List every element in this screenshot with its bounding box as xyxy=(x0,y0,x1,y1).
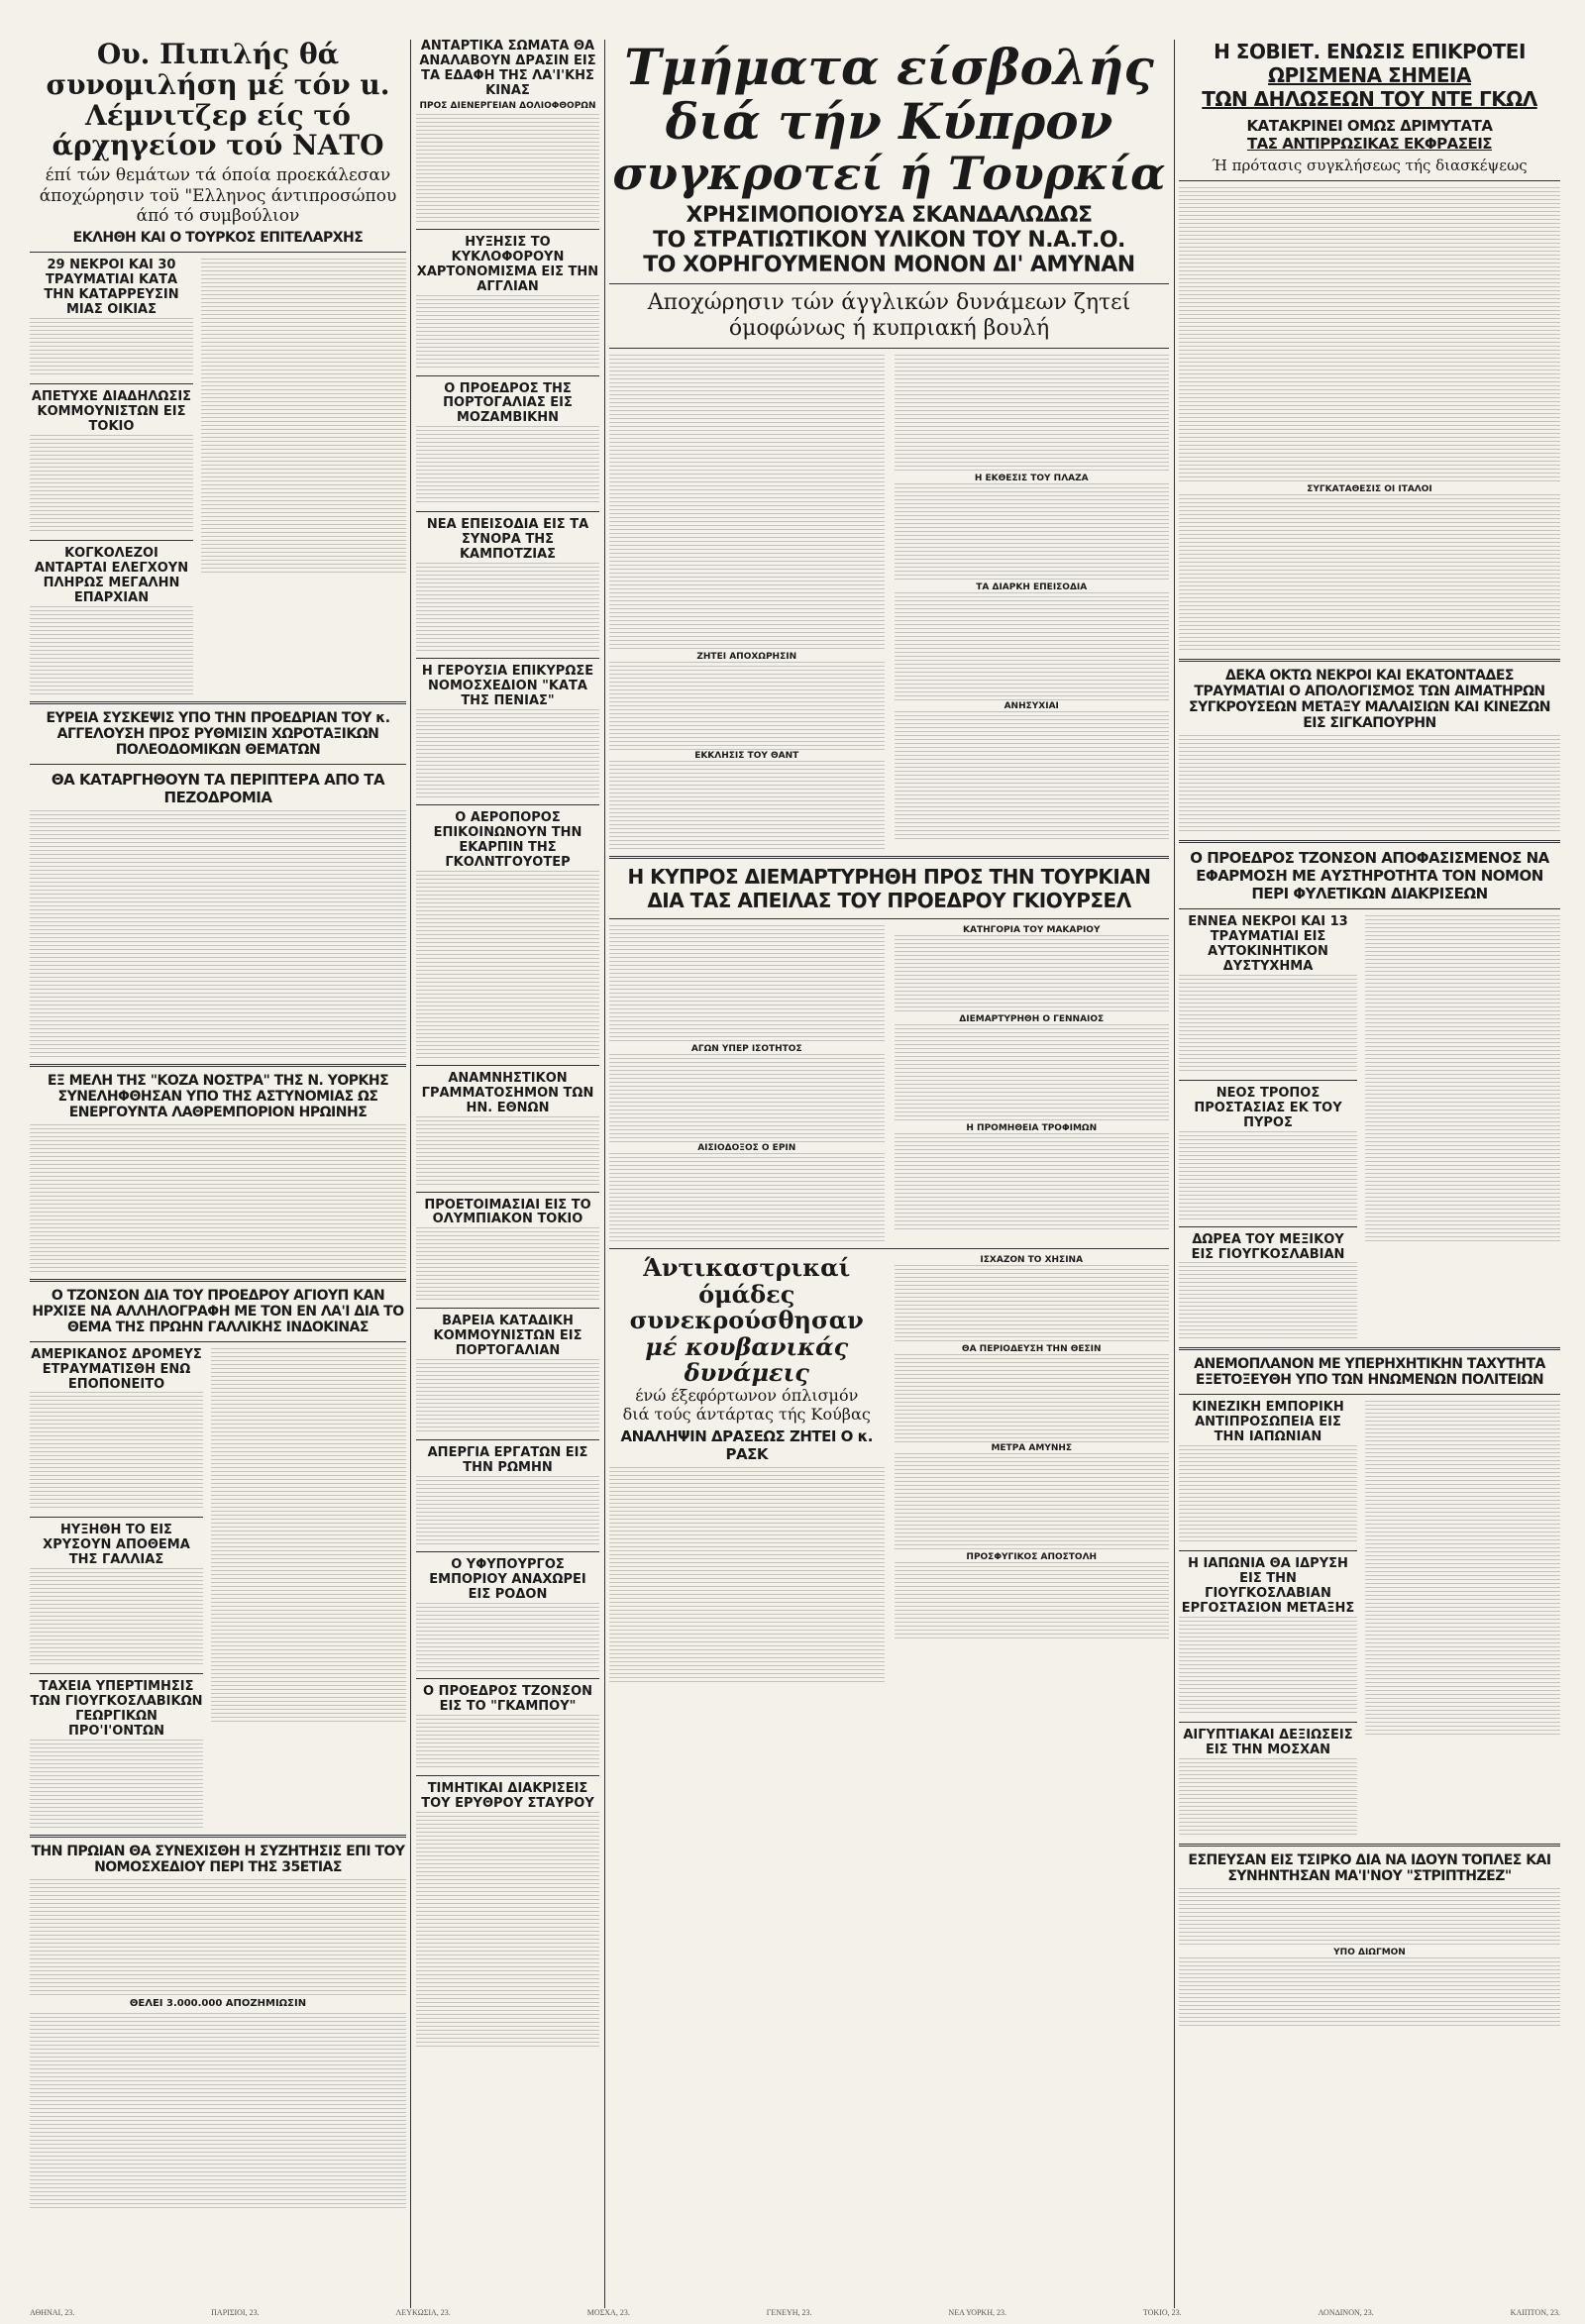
main-headline-line1: Τμήματα είσβολής xyxy=(624,40,1154,96)
headline-antikastr-3: μέ κουβανικάς δυνάμεις xyxy=(645,1331,849,1387)
headline-kosa-nostra: ΕΞ ΜΕΛΗ ΤΗΣ "ΚΟΖΑ ΝΟΣΤΡΑ" ΤΗΣ Ν. ΥΟΡΚΗΣ ΣΥΝΕΛΗΦΘΗΣΑΝ ΥΠΟ ΤΗΣ ΑΣΤΥΝΟΜΙΑΣ ΩΣ ΕΝΕΡΓΟΥΝΤΑ ΛΑΘΡΕΜΠΟΡΙΟΝ ΗΡΩΙΝΗΣ xyxy=(47,1072,389,1120)
headline-proedros-portogalias: Ο ΠΡΟΕΔΡΟΣ ΤΗΣ ΠΟΡΤΟΓΑΛΙΑΣ ΕΙΣ ΜΟΖΑΜΒΙΚΗΝ xyxy=(443,380,573,426)
headline-antartika: ΑΝΤΑΡΤΙΚΑ ΣΩΜΑΤΑ ΘΑ ΑΝΑΛΑΒΟΥΝ ΔΡΑΣΙΝ ΕΙΣ ΤΑ ΕΔΑΦΗ ΤΗΣ ΛΑ'Ι'ΚΗΣ ΚΙΝΑΣ xyxy=(419,40,596,98)
column-1 xyxy=(30,40,406,2308)
dateline: ΚΑΙΠΤΟΝ, 23. xyxy=(1510,2308,1560,2317)
headline-aerogrammata: Ο ΑΕΡΟΠΟΡΟΣ ΕΠΙΚΟΙΝΩΝΟΥΝ ΤΗΝ ΕΚΑΡΠΙΝ ΤΗΣ ΓΚΟΛΝΤΓΟΥΟΤΕΡ xyxy=(433,809,582,870)
headline-thelei: ΘΕΛΕΙ 3.000.000 ΑΠΟΖΗΜΙΩΣΙΝ xyxy=(129,1998,307,2010)
headline-kataryhthoun: ΘΑ ΚΑΤΑΡΓΗΘΟΥΝ ΤΑ ΠΕΡΙΠΤΕΡΑ ΑΠΟ ΤΑ ΠΕΖΟΔΡΟΜΙΑ xyxy=(51,770,385,806)
headline-sobiet-2: ΩΡΙΣΜΕΝΑ ΣΗΜΕΙΑ xyxy=(1268,63,1471,87)
dateline: ΝΕΑ ΥΟΡΚΗ, 23. xyxy=(948,2308,1006,2317)
headline-timitikai: ΤΙΜΗΤΙΚΑΙ ΔΙΑΚΡΙΣΕΙΣ ΤΟΥ ΕΡΥΘΡΟΥ ΣΤΑΥΡΟΥ xyxy=(421,1780,594,1811)
headline-neos-tropos: ΝΕΟΣ ΤΡΟΠΟΣ ΠΡΟΣΤΑΣΙΑΣ ΕΚ ΤΟΥ ΠΥΡΟΣ xyxy=(1194,1085,1342,1130)
column-rule xyxy=(1174,40,1175,2308)
main-subhead-1: ΧΡΗΣΙΜΟΠΟΙΟΥΣΑ ΣΚΑΝΔΑΛΩΔΩΣ xyxy=(686,202,1093,228)
headline-taxeia: ΤΑΧΕΙΑ ΥΠΕΡΤΙΜΗΣΙΣ ΤΩΝ ΓΙΟΥΓΚΟΣΛΑΒΙΚΩΝ ΓΕΩΡΓΙΚΩΝ ΠΡΟ'Ι'ΟΝΤΩΝ xyxy=(30,1679,203,1740)
column-rule xyxy=(410,40,411,2308)
headline-dromeus: ΑΜΕΡΙΚΑΝΟΣ ΔΡΟΜΕΥΣ ΕΤΡΑΥΜΑΤΙΣΘΗ ΕΝΩ ΕΠΟΠΟΝΕΙΤΟ xyxy=(31,1346,202,1392)
small-head: ΔΙΕΜΑΡΤΥΡΗΘΗ Ο ΓΕΝΝΑΙΟΣ xyxy=(959,1014,1105,1025)
small-head: ΠΡΟΣΦΥΓΙΚΟΣ ΑΠΟΣΤΟΛΗ xyxy=(966,1552,1098,1563)
main-subhead-3: ΤΟ ΧΟΡΗΓΟΥΜΕΝΟΝ ΜΟΝΟΝ ΔΙ' ΑΜΥΝΑΝ xyxy=(643,252,1135,277)
small-head: ΜΕΤΡΑ ΑΜΥΝΗΣ xyxy=(991,1443,1073,1454)
headline-dorea: ΔΩΡΕΑ ΤΟΥ ΜΕΞΙΚΟΥ ΕΙΣ ΓΙΟΥΓΚΟΣΛΑΒΙΑΝ xyxy=(1191,1231,1345,1262)
headline-antikastr-1: Άντικαστρικαί όμάδες xyxy=(643,1253,851,1309)
headline-sobiet-4: ΚΑΤΑΚΡΙΝΕΙ ΟΜΩΣ ΔΡΙΜΥΤΑΤΑ xyxy=(1246,117,1493,135)
headline-espeusan: ΕΣΠΕΥΣΑΝ ΕΙΣ ΤΣΙΡΚΟ ΔΙΑ ΝΑ ΙΔΟΥΝ ΤΟΠΛΕΣ ΚΑΙ ΣΥΝΗΝΤΗΣΑΝ ΜΑ'Ι'ΝΟΥ "ΣΤΡΙΠΤΗΖΕΖ" xyxy=(1188,1851,1551,1884)
small-head: ΙΣΧΑΖΟΝ ΤΟ ΧΗΣΙΝΑ xyxy=(980,1255,1084,1266)
small-head: ΚΑΤΗΓΟΡΙΑ ΤΟΥ ΜΑΚΑΡΙΟΥ xyxy=(963,925,1101,936)
headline-ypourgos: Ο ΥΦΥΠΟΥΡΓΟΣ ΕΜΠΟΡΙΟΥ ΑΝΑΧΩΡΕΙ ΕΙΣ ΡΟΔΟΝ xyxy=(429,1557,586,1602)
headline-deka-okto: ΔΕΚΑ ΟΚΤΩ ΝΕΚΡΟΙ ΚΑΙ ΕΚΑΤΟΝΤΑΔΕΣ ΤΡΑΥΜΑΤΙΑΙ Ο ΑΠΟΛΟΓΙΣΜΟΣ ΤΩΝ ΑΙΜΑΤΗΡΩΝ ΣΥΓΚΡΟΥΣΕΩΝ ΜΕΤΑΞΥ ΜΑΛΑΙΣΙΩΝ ΚΑΙ ΚΙΝΕΖΩΝ ΕΙΣ ΣΙΓΚΑΠΟΥΡΗΝ xyxy=(1189,668,1550,731)
headline-eyreia: ΕΥΡΕΙΑ ΣΥΣΚΕΨΙΣ ΥΠΟ ΤΗΝ ΠΡΟΕΔΡΙΑΝ ΤΟΥ κ. ΑΓΓΕΛΟΥΣΗ ΠΡΟΣ ΡΥΘΜΙΣΙΝ ΧΩΡΟΤΑΞΙΚΩΝ ΠΟΛΕΟΔΟΜΙΚΩΝ ΘΕΜΑΤΩΝ xyxy=(46,709,390,758)
lead-kicker: ΕΚΛΗΘΗ ΚΑΙ Ο ΤΟΥΡΚΟΣ ΕΠΙΤΕΛΑΡΧΗΣ xyxy=(72,230,364,247)
dateline: ΤΟΚΙΟ, 23. xyxy=(1142,2308,1182,2317)
dateline: ΛΟΝΔΙΝΟΝ, 23. xyxy=(1318,2308,1374,2317)
headline-anemoplanon: ΑΝΕΜΟΠΛΑΝΟΝ ΜΕ ΥΠΕΡΗΧΗΤΙΚΗΝ ΤΑΧΥΤΗΤΑ ΕΞΕΤΟΞΕΥΘΗ ΥΠΟ ΤΩΝ ΗΝΩΜΕΝΩΝ ΠΟΛΙΤΕΙΩΝ xyxy=(1194,1356,1545,1389)
headline-sobiet-5: ΤΑΣ ΑΝΤΙΡΡΩΣΙΚΑΣ ΕΚΦΡΑΣΕΙΣ xyxy=(1246,135,1493,153)
column-rule xyxy=(604,40,605,2308)
headline-tzonson-gkampoy: Ο ΠΡΟΕΔΡΟΣ ΤΖΟΝΣΟΝ ΕΙΣ ΤΟ "ΓΚΑΜΠΟΥ" xyxy=(423,1683,592,1714)
headline-sobiet-3: ΤΩΝ ΔΗΛΩΣΕΩΝ ΤΟΥ ΝΤΕ ΓΚΩΛ xyxy=(1202,87,1537,111)
small-head: ΖΗΤΕΙ ΑΠΟΧΩΡΗΣΙΝ xyxy=(696,652,797,663)
subhead-ypo-diogmon: ΥΠΟ ΔΙΩΓΜΟΝ xyxy=(1333,1947,1406,1957)
dateline: ΠΑΡΙΣΙΟΙ, 23. xyxy=(211,2308,260,2317)
headline-aigyptiaka: ΑΙΓΥΠΤΙΑΚΑΙ ΔΕΞΙΩΣΕΙΣ ΕΙΣ ΤΗΝ ΜΟΣΧΑΝ xyxy=(1183,1728,1353,1757)
column-4 xyxy=(1179,40,1560,2308)
small-head: ΑΙΣΙΟΔΟΞΟΣ Ο ΕΡΙΝ xyxy=(697,1143,796,1154)
headline-antikastr-4: ένώ έξεφόρτωνον όπλισμόν xyxy=(635,1386,859,1406)
dateline: ΑΘΗΝΑΙ, 23. xyxy=(30,2308,75,2317)
datelines xyxy=(30,2308,1560,2317)
headline-tzonson: Ο ΤΖΟΝΣΟΝ ΔΙΑ ΤΟΥ ΠΡΟΕΔΡΟΥ ΑΓΙΟΥΠ ΚΑΝ ΗΡΧΙΣΕ ΝΑ ΑΛΛΗΛΟΓΡΑΦΗ ΜΕ ΤΟΝ ΕΝ ΛΑ'Ι ΔΙΑ ΤΟ ΘΕΜΑ ΤΗΣ ΠΡΩΗΝ ΓΑΛΛΙΚΗΣ ΙΝΔΟΚΙΝΑΣ xyxy=(32,1287,404,1335)
headline-iaponia: Η ΙΑΠΩΝΙΑ ΘΑ ΙΔΡΥΣΗ ΕΙΣ ΤΗΝ ΓΙΟΥΓΚΟΣΛΑΒΙΑΝ ΕΡΓΟΣΤΑΣΙΟΝ ΜΕΤΑΞΗΣ xyxy=(1181,1556,1355,1617)
dateline: ΛΕΥΚΩΣΙΑ, 23. xyxy=(395,2308,451,2317)
headline-antikastr-5: διά τούς άντάρτας τής Κούβας xyxy=(622,1405,871,1425)
headline-sobiet-1: Η ΣΟΒΙΕΤ. ΕΝΩΣΙΣ ΕΠΙΚΡΟΤΕΙ xyxy=(1214,40,1526,63)
lead-headline: Ου. Πιπιλής θά συνομιλήση μέ τόν u. Λέμνιτζερ είς τό άρχηγείον τού ΝΑΤΟ xyxy=(46,40,390,162)
small-head: Η ΠΡΟΜΗΘΕΙΑ ΤΡΟΦΙΜΩΝ xyxy=(966,1123,1098,1134)
headline-anamnistikon: ΑΝΑΜΝΗΣΤΙΚΟΝ ΓΡΑΜΜΑΤΟΣΗΜΟΝ ΤΩΝ ΗΝ. ΕΘΝΩΝ xyxy=(421,1070,594,1115)
small-head: ΘΑ ΠΕΡΙΟΔΕΥΣΗ ΤΗΝ ΘΕΣΙΝ xyxy=(961,1344,1102,1355)
headline-proian: ΤΗΝ ΠΡΩΙΑΝ ΘΑ ΣΥΝΕΧΙΣΘΗ Η ΣΥΖΗΤΗΣΙΣ ΕΠΙ ΤΟΥ ΝΟΜΟΣΧΕΔΙΟΥ ΠΕΡΙ ΤΗΣ 35ΕΤΙΑΣ xyxy=(31,1844,405,1876)
small-head: Η ΕΚΘΕΣΙΣ ΤΟΥ ΠΛΑΖΑ xyxy=(974,474,1089,484)
column-2 xyxy=(416,40,599,2308)
headline-kogkolezoi: ΚΟΓΚΟΛΕΖΟΙ ΑΝΤΑΡΤΑΙ ΕΛΕΓΧΟΥΝ ΠΛΗΡΩΣ ΜΕΓΑΛΗΝ ΕΠΑΡΧΙΑΝ xyxy=(34,545,189,605)
headline-kypros-diamartyrithi: Η ΚΥΠΡΟΣ ΔΙΕΜΑΡΤΥΡΗΘΗ ΠΡΟΣ ΤΗΝ ΤΟΥΡΚΙΑΝ ΔΙΑ ΤΑΣ ΑΠΕΙΛΑΣ ΤΟΥ ΠΡΟΕΔΡΟΥ ΓΚΙΟΥΡΣΕΛ xyxy=(627,865,1151,913)
headline-kinezikai: ΚΙΝΕΖΙΚΗ ΕΜΠΟΡΙΚΗ ΑΝΤΙΠΡΟΣΩΠΕΙΑ ΕΙΣ ΤΗΝ ΙΑΠΩΝΙΑΝ xyxy=(1192,1400,1344,1445)
headline-rask: ΑΝΑΛΗΨΙΝ ΔΡΑΣΕΩΣ ΖΗΤΕΙ Ο κ. ΡΑΣΚ xyxy=(620,1427,873,1464)
column-3 xyxy=(609,40,1169,2308)
lead-subhead: έπί τών θεμάτων τά όποία προεκάλεσαν άποχώρησιν τοϋ "Ελληνος άντιπροσώπου άπό τό συμβούλιον xyxy=(39,165,397,226)
headline-nekroi: 29 ΝΕΚΡΟΙ ΚΑΙ 30 ΤΡΑΥΜΑΤΙΑΙ ΚΑΤΑ ΤΗΝ ΚΑΤΑΡΡΕΥΣΙΝ ΜΙΑΣ ΟΙΚΙΑΣ xyxy=(44,258,179,318)
headline-apetyxe: ΑΠΕΤΥΧΕ ΔΙΑΔΗΛΩΣΙΣ ΚΟΜΜΟΥΝΙΣΤΩΝ ΕΙΣ ΤΟΚΙΟ xyxy=(31,389,192,434)
headline-apergia: ΑΠΕΡΓΙΑ ΕΡΓΑΤΩΝ ΕΙΣ ΤΗΝ ΡΩΜΗΝ xyxy=(427,1445,588,1476)
dateline: ΜΟΣΧΑ, 23. xyxy=(586,2308,630,2317)
small-head: ΕΚΚΛΗΣΙΣ ΤΟΥ ΘΑΝΤ xyxy=(694,751,799,762)
small-head: ΑΝΗΣΥΧΙΑΙ xyxy=(1004,701,1059,712)
headline-antikastr-2: συνεκρούσθησαν xyxy=(629,1306,864,1335)
small-head: ΤΑ ΔΙΑΡΚΗ ΕΠΕΙΣΟΔΙΑ xyxy=(976,582,1088,593)
main-headline-line3: συγκροτεί ή Τουρκία xyxy=(612,147,1166,200)
headline-ennea: ΕΝΝΕΑ ΝΕΚΡΟΙ ΚΑΙ 13 ΤΡΑΥΜΑΤΙΑΙ ΕΙΣ ΑΥΤΟΚΙΝΗΤΙΚΟΝ ΔΥΣΤΥΧΗΜΑ xyxy=(1188,914,1348,974)
main-deck: Αποχώρησιν τών άγγλικών δυνάμεων ζητεί όμοφώνως ή κυπριακή βουλή xyxy=(647,289,1131,341)
headline-nea-epeisodia: ΝΕΑ ΕΠΕΙΣΟΔΙΑ ΕΙΣ ΤΑ ΣΥΝΟΡΑ ΤΗΣ ΚΑΜΠΟΤΖΙΑΣ xyxy=(426,517,589,563)
headline-proetoimasiai: ΠΡΟΕΤΟΙΜΑΣΙΑΙ ΕΙΣ ΤΟ ΟΛΥΜΠΙΑΚΟΝ ΤΟΚΙΟ xyxy=(424,1197,591,1227)
headline-vareia: ΒΑΡΕΙΑ ΚΑΤΑΔΙΚΗ ΚΟΜΜΟΥΝΙΣΤΩΝ ΕΙΣ ΠΟΡΤΟΓΑΛΙΑΝ xyxy=(433,1314,582,1359)
headline-gerousia: Η ΓΕΡΟΥΣΙΑ ΕΠΙΚΥΡΩΣΕ ΝΟΜΟΣΧΕΔΙΟΝ "ΚΑΤΑ ΤΗΣ ΠΕΝΙΑΣ" xyxy=(421,664,594,708)
small-head: ΑΓΩΝ ΥΠΕΡ ΙΣΟΤΗΤΟΣ xyxy=(690,1044,802,1055)
subhead-synkatathesis: ΣΥΓΚΑΤΑΘΕΣΙΣ ΟΙ ΙΤΑΛΟΙ xyxy=(1307,484,1432,494)
main-subhead-2: ΤΟ ΣΤΡΑΤΙΩΤΙΚΟΝ ΥΛΙΚΟΝ ΤΟΥ Ν.Α.Τ.Ο. xyxy=(653,227,1125,253)
main-headline-line2: διά τήν Κύπρον xyxy=(665,92,1113,151)
headline-xrysou: ΗΥΞΗΘΗ ΤΟ ΕΙΣ ΧΡΥΣΟΥΝ ΑΠΟΘΕΜΑ ΤΗΣ ΓΑΛΛΙΑΣ xyxy=(43,1523,190,1568)
dateline: ΓΕΝΕΥΗ, 23. xyxy=(766,2308,812,2317)
headline-tzonson-fyletikon: Ο ΠΡΟΕΔΡΟΣ ΤΖΟΝΣΟΝ ΑΠΟΦΑΣΙΣΜΕΝΟΣ ΝΑ ΕΦΑΡΜΟΣΗ ΜΕ ΑΥΣΤΗΡΟΤΗΤΑ ΤΟΝ ΝΟΜΟΝ ΠΕΡΙ ΦΥΛΕΤΙΚΩΝ ΔΙΑΚΡΙΣΕΩΝ xyxy=(1190,849,1549,902)
headline-sobiet-6: Ή πρότασις συγκλήσεως τής διασκέψεως xyxy=(1212,157,1528,174)
subhead-pros: ΠΡΟΣ ΔΙΕΝΕΡΓΕΙΑΝ ΔΟΛΙΟΦΘΟΡΩΝ xyxy=(419,100,596,111)
headline-yxisi: ΗΥΞΗΣΙΣ ΤΟ ΚΥΚΛΟΦΟΡΟΥΝ ΧΑΡΤΟΝΟΜΙΣΜΑ ΕΙΣ ΤΗΝ ΑΓΓΛΙΑΝ xyxy=(416,234,599,294)
